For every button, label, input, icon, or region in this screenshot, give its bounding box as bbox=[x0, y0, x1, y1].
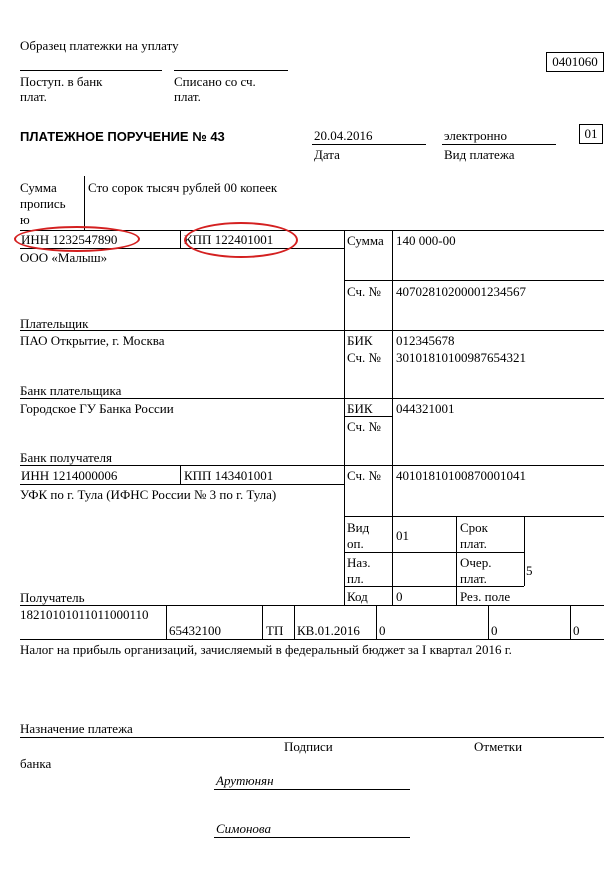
recipient-label: Получатель bbox=[20, 590, 85, 605]
signature-2: Симонова bbox=[216, 821, 271, 836]
grid-line bbox=[344, 230, 345, 605]
debited-line bbox=[174, 70, 288, 71]
bank-marks-label: Отметки bbox=[474, 739, 523, 754]
payer-inn: ИНН 1232547890 bbox=[21, 232, 118, 247]
payer-account-value: 40702810200001234567 bbox=[396, 284, 526, 299]
payer-bank-label: Банк плательщика bbox=[20, 383, 122, 398]
grid-line bbox=[524, 516, 525, 586]
code-label: Код bbox=[347, 589, 368, 604]
grid-line bbox=[376, 605, 377, 639]
order-title: ПЛАТЕЖНОЕ ПОРУЧЕНИЕ № 43 bbox=[20, 129, 225, 144]
payer-name: ООО «Малыш» bbox=[20, 250, 108, 265]
grid-line bbox=[20, 484, 344, 485]
grid-line bbox=[456, 516, 457, 605]
order-date: 20.04.2016 bbox=[314, 128, 373, 143]
received-line bbox=[20, 70, 162, 71]
bank-label: банка bbox=[20, 756, 52, 771]
purpose-label: Назначение платежа bbox=[20, 721, 133, 736]
sample-title: Образец платежки на уплату bbox=[20, 38, 179, 53]
grid-line bbox=[166, 605, 167, 639]
form-code-box bbox=[546, 52, 604, 72]
recipient-inn: ИНН 1214000006 bbox=[21, 468, 118, 483]
grid-line bbox=[20, 465, 604, 466]
payer-corr-value: 30101810100987654321 bbox=[396, 350, 526, 365]
payment-kind-label: Вид платежа bbox=[444, 147, 515, 162]
grid-line bbox=[344, 552, 524, 553]
purpose-line bbox=[20, 737, 604, 738]
payer-account-label: Сч. № bbox=[347, 284, 381, 299]
payer-inn-highlight bbox=[14, 226, 140, 252]
payment-kind-line bbox=[442, 144, 556, 145]
grid-line bbox=[180, 465, 181, 484]
doc-number-value: 0 bbox=[379, 623, 386, 638]
purpose-text: Налог на прибыль организаций, зачисляемый в федеральный бюджет за I квартал 2016 г. bbox=[20, 642, 512, 657]
grid-line bbox=[20, 330, 604, 331]
oktmo-value: 65432100 bbox=[169, 623, 221, 638]
op-type-value: 01 bbox=[396, 528, 409, 543]
payer-bank-name: ПАО Открытие, г. Москва bbox=[20, 333, 165, 348]
amount-words-value: Сто сорок тысяч рублей 00 копеек bbox=[88, 180, 278, 195]
doc-date-value: 0 bbox=[491, 623, 498, 638]
signature-line-1 bbox=[214, 789, 410, 790]
recipient-account-value: 40101810100870001041 bbox=[396, 468, 526, 483]
signature-1: Арутюнян bbox=[216, 773, 274, 788]
priority-label: Очер. плат. bbox=[460, 555, 492, 586]
recipient-account-label: Сч. № bbox=[347, 468, 381, 483]
date-label: Дата bbox=[314, 147, 340, 162]
sum-label: Сумма bbox=[347, 233, 384, 248]
status-code: 01 bbox=[584, 126, 598, 141]
grid-line bbox=[344, 280, 604, 281]
grid-line bbox=[20, 398, 604, 399]
term-label: Срок плат. bbox=[460, 520, 488, 551]
recipient-kpp: КПП 143401001 bbox=[184, 468, 274, 483]
grid-line bbox=[570, 605, 571, 639]
received-label: Поступ. в банк плат. bbox=[20, 74, 103, 104]
purpose-code-label: Наз. пл. bbox=[347, 555, 371, 586]
basis-value: ТП bbox=[266, 623, 284, 638]
recipient-bik-value: 044321001 bbox=[396, 401, 455, 416]
payer-corr-label: Сч. № bbox=[347, 350, 381, 365]
period-value: КВ.01.2016 bbox=[297, 623, 360, 638]
grid-line bbox=[392, 230, 393, 516]
code-value: 0 bbox=[396, 589, 403, 604]
recipient-bik-label: БИК bbox=[347, 401, 373, 416]
debited-label: Списано со сч. плат. bbox=[174, 74, 256, 104]
grid-line bbox=[294, 605, 295, 639]
grid-line bbox=[392, 516, 393, 605]
signature-line-2 bbox=[214, 837, 410, 838]
payment-kind: электронно bbox=[444, 128, 508, 143]
payment-type-value: 0 bbox=[573, 623, 580, 638]
payer-label: Плательщик bbox=[20, 316, 89, 331]
payer-kpp: КПП 122401001 bbox=[184, 232, 274, 247]
grid-line bbox=[262, 605, 263, 639]
grid-line bbox=[344, 416, 392, 417]
status-code-box bbox=[579, 124, 603, 144]
grid-line bbox=[180, 230, 181, 248]
amount-words-divider bbox=[84, 176, 85, 230]
priority-value: 5 bbox=[526, 563, 533, 578]
kbk-value: 18210101011011000110 bbox=[20, 607, 149, 622]
grid-line bbox=[488, 605, 489, 639]
grid-line bbox=[344, 516, 604, 517]
grid-line bbox=[344, 586, 524, 587]
reserve-field-label: Рез. поле bbox=[460, 589, 511, 604]
recipient-bank-acc-label: Сч. № bbox=[347, 419, 381, 434]
form-code: 0401060 bbox=[552, 54, 598, 69]
payer-bik-value: 012345678 bbox=[396, 333, 455, 348]
recipient-bank-label: Банк получателя bbox=[20, 450, 112, 465]
payer-bik-label: БИК bbox=[347, 333, 373, 348]
signatures-label: Подписи bbox=[284, 739, 333, 754]
grid-line bbox=[20, 639, 604, 640]
date-line bbox=[312, 144, 426, 145]
grid-line bbox=[20, 605, 604, 606]
recipient-name: УФК по г. Тула (ИФНС России № 3 по г. Тула) bbox=[20, 487, 277, 502]
amount-words-label: Сумма пропись ю bbox=[20, 180, 66, 227]
recipient-bank-name: Городское ГУ Банка России bbox=[20, 401, 174, 416]
op-type-label: Вид оп. bbox=[347, 520, 370, 551]
sum-value: 140 000-00 bbox=[396, 233, 456, 248]
payer-kpp-highlight bbox=[184, 222, 298, 258]
